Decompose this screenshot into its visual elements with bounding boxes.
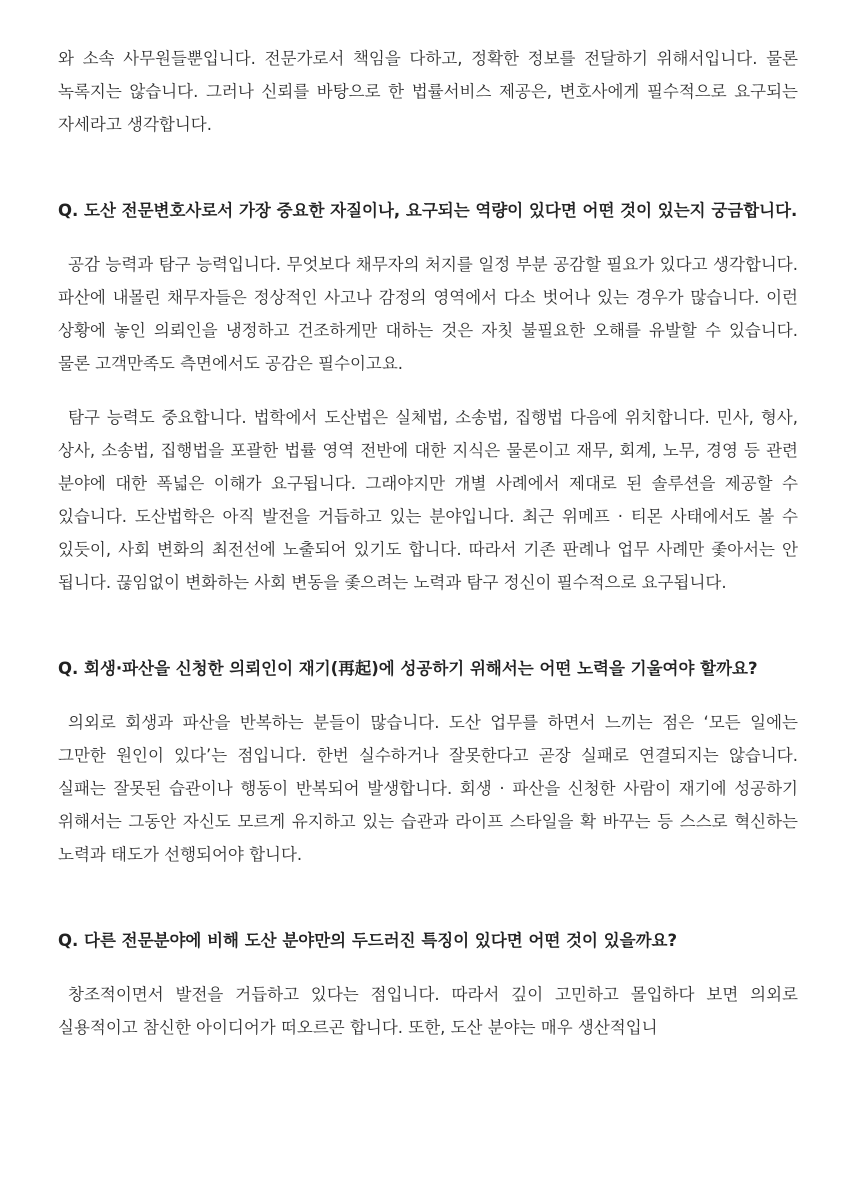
spacer <box>58 957 798 978</box>
answer-1-paragraph-1: 공감 능력과 탐구 능력입니다. 무엇보다 채무자의 처지를 일정 부분 공감할 필요가 있다고 생각합니다. 파산에 내몰린 채무자들은 정상적인 사고나 감정의 영역에서 다소 벗어나 있는 경우가 많습니다. 이런 상황에 놓인 의뢰인을 냉정하고 건조하게만 대하는 것은 자칫 불필요한 오해를 유발할 수 있습니다. 물론 고객만족도 측면에서도 공감은 필수이고요. <box>58 255 798 373</box>
spacer <box>58 599 798 652</box>
answer-2-paragraph-1: 의외로 회생과 파산을 반복하는 분들이 많습니다. 도산 업무를 하면서 느끼는 점은 ‘모든 일에는 그만한 원인이 있다’는 점입니다. 한번 실수하거나 잘못한다고 곧장 실패로 연결되지는 않습니다. 실패는 잘못된 습관이나 행동이 반복되어 발생합니다. 회생 · 파산을 신청한 사람이 재기에 성공하기 위해서는 그동안 자신도 모르게 유지하고 있는 습관과 라이프 스타일을 확 바꾸는 등 스스로 혁신하는 노력과 태도가 선행되어야 합니다. <box>58 713 798 864</box>
question-2: Q. 회생·파산을 신청한 의뢰인이 재기(再起)에 성공하기 위해서는 어떤 노력을 기울여야 할까요? <box>58 659 758 678</box>
spacer <box>58 227 798 248</box>
question-3: Q. 다른 전문분야에 비해 도산 분야만의 두드러진 특징이 있다면 어떤 것이 있을까요? <box>58 931 678 950</box>
spacer <box>58 685 798 706</box>
article-body <box>58 42 798 1044</box>
question-1: Q. 도산 전문변호사로서 가장 중요한 자질이나, 요구되는 역량이 있다면 어떤 것이 있는지 궁금합니다. <box>58 201 798 220</box>
answer-3-paragraph-1: 창조적이면서 발전을 거듭하고 있다는 점입니다. 따라서 깊이 고민하고 몰입하다 보면 의외로 실용적이고 참신한 아이디어가 떠오르곤 합니다. 또한, 도산 분야는 매우 생산적입니 <box>58 985 798 1037</box>
spacer <box>58 871 798 924</box>
spacer <box>58 380 798 401</box>
answer-1-paragraph-2: 탐구 능력도 중요합니다. 법학에서 도산법은 실체법, 소송법, 집행법 다음에 위치합니다. 민사, 형사, 상사, 소송법, 집행법을 포괄한 법률 영역 전반에 대한 지식은 물론이고 재무, 회계, 노무, 경영 등 관련 분야에 대한 폭넓은 이해가 요구됩니다. 그래야지만 개별 사례에서 제대로 된 솔루션을 제공할 수 있습니다. 도산법학은 아직 발전을 거듭하고 있는 분야입니다. 최근 위메프 · 티몬 사태에서도 볼 수 있듯이, 사회 변화의 최전선에 노출되어 있기도 합니다. 따라서 기존 판례나 업무 사례만 좇아서는 안 됩니다. 끊임없이 변화하는 사회 변동을 좇으려는 노력과 탐구 정신이 필수적으로 요구됩니다. <box>58 408 798 592</box>
intro-paragraph: 와 소속 사무원들뿐입니다. 전문가로서 책임을 다하고, 정확한 정보를 전달하기 위해서입니다. 물론 녹록지는 않습니다. 그러나 신뢰를 바탕으로 한 법률서비스 제공은, 변호사에게 필수적으로 요구되는 자세라고 생각합니다. <box>58 49 798 134</box>
spacer <box>58 141 798 194</box>
